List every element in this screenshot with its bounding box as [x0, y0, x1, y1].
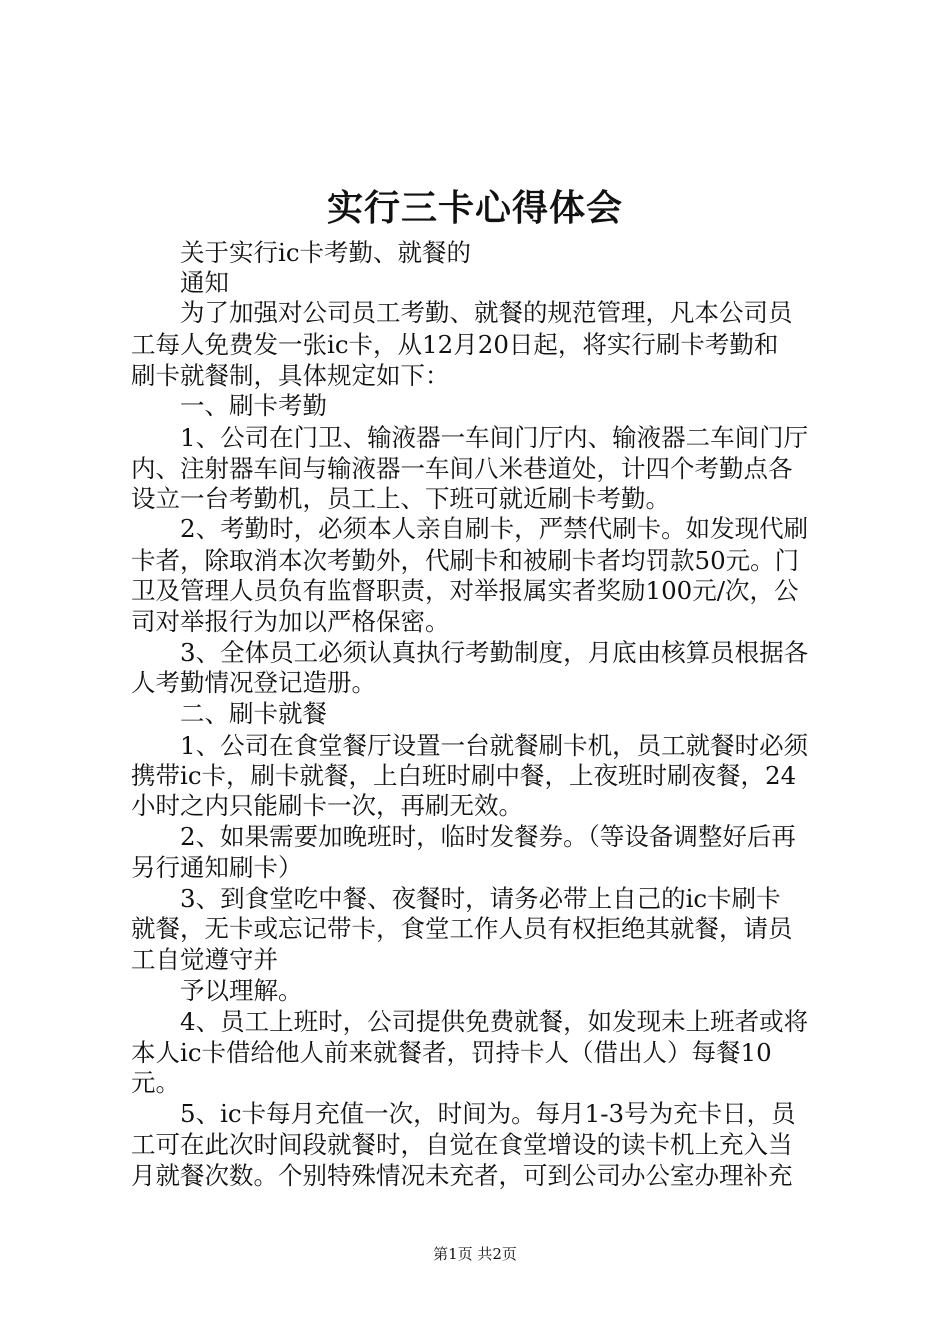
body-line: 内、注射器车间与输液器一车间八米巷道处，计四个考勤点各	[131, 454, 793, 483]
body-line: 2、如果需要加晚班时，临时发餐券。（等设备调整好后再	[131, 822, 796, 851]
body-line: 通知	[131, 268, 229, 297]
body-line: 工每人免费发一张ic卡，从12月20日起，将实行刷卡考勤和	[131, 330, 779, 359]
body-line: 月就餐次数。个别特殊情况未充者，可到公司办公室办理补充	[131, 1161, 793, 1190]
body-line: 设立一台考勤机，员工上、下班可就近刷卡考勤。	[131, 484, 670, 513]
document-title: 实行三卡心得体会	[326, 187, 623, 229]
body-line: 工可在此次时间段就餐时，自觉在食堂增设的读卡机上充入当	[131, 1130, 793, 1159]
body-line: 一、刷卡考勤	[131, 391, 327, 420]
body-line: 1、公司在门卫、输液器一车间门厅内、输液器二车间门厅	[131, 423, 809, 452]
body-line: 为了加强对公司员工考勤、就餐的规范管理，凡本公司员	[131, 298, 793, 327]
body-line: 关于实行ic卡考勤、就餐的	[131, 238, 472, 267]
body-line: 工自觉遵守并	[131, 945, 278, 974]
body-line: 另行通知刷卡）	[131, 853, 303, 882]
body-line: 3、到食堂吃中餐、夜餐时，请务必带上自己的ic卡刷卡	[131, 884, 781, 913]
body-line: 5、ic卡每月充值一次，时间为。每月1-3号为充卡日，员	[131, 1099, 796, 1128]
body-line: 人考勤情况登记造册。	[131, 668, 376, 697]
body-line: 予以理解。	[131, 976, 303, 1005]
body-line: 刷卡就餐制，具体规定如下：	[131, 361, 450, 390]
body-line: 就餐，无卡或忘记带卡，食堂工作人员有权拒绝其就餐，请员	[131, 914, 793, 943]
body-line: 元。	[131, 1068, 180, 1097]
body-line: 卡者，除取消本次考勤外，代刷卡和被刷卡者均罚款50元。门	[131, 546, 800, 575]
body-line: 二、刷卡就餐	[131, 699, 327, 728]
body-line: 本人ic卡借给他人前来就餐者，罚持卡人（借出人）每餐10	[131, 1038, 772, 1067]
body-line: 1、公司在食堂餐厅设置一台就餐刷卡机，员工就餐时必须	[131, 731, 809, 760]
body-line: 卫及管理人员负有监督职责，对举报属实者奖励100元/次，公	[131, 576, 799, 605]
body-line: 3、全体员工必须认真执行考勤制度，月底由核算员根据各	[131, 638, 809, 667]
body-line: 小时之内只能刷卡一次，再刷无效。	[131, 791, 523, 820]
body-line: 4、员工上班时，公司提供免费就餐，如发现未上班者或将	[131, 1007, 809, 1036]
page-footer: 第1页 共2页	[433, 1245, 517, 1263]
body-line: 携带ic卡，刷卡就餐，上白班时刷中餐，上夜班时刷夜餐，24	[131, 761, 797, 790]
body-line: 2、考勤时，必须本人亲自刷卡，严禁代刷卡。如发现代刷	[131, 514, 809, 543]
body-line: 司对举报行为加以严格保密。	[131, 607, 450, 636]
